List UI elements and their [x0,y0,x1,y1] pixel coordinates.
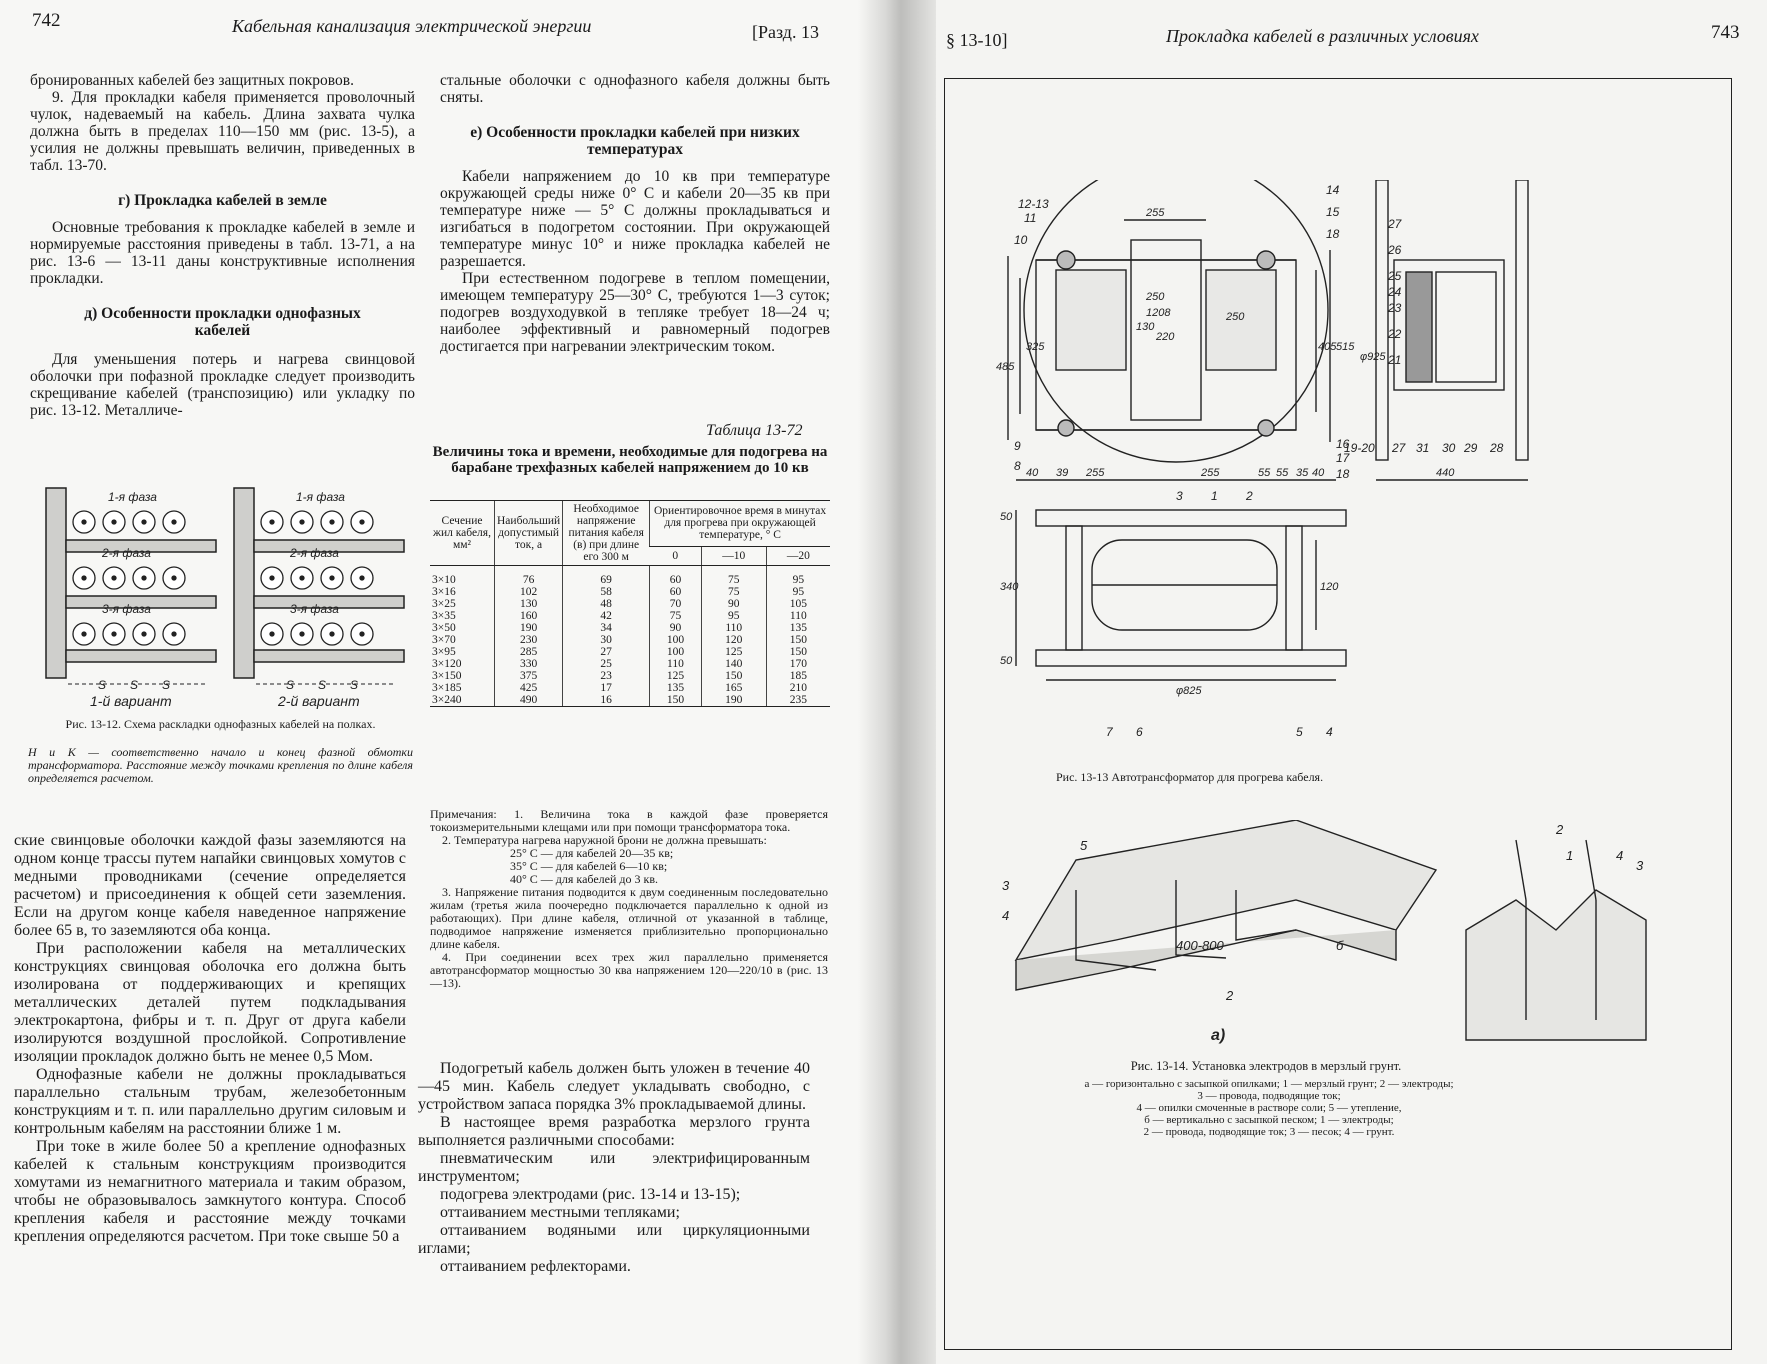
note-line: 40° С — для кабелей до 3 кв. [510,872,659,886]
dimension-label: 250 [1226,311,1245,323]
figure-13-14 [996,820,1716,1050]
section-title: д) Особенности прокладки однофазных кабелей [84,305,361,339]
spacing-label: S [162,678,171,692]
table-title: Величины тока и времени, необходимые для подогрева на барабане трехфазных кабелей напряжением до 10 кв [432,444,828,476]
table-label: Таблица 13-72 [706,422,803,439]
table-cell: 130 [495,598,563,610]
table-row [430,634,830,646]
cable-core [142,520,146,524]
legend-line: 2 — провода, подводящие ток; 3 — песок; 4 — грунт. [1143,1126,1395,1138]
data-table-13-72 [430,500,830,707]
callout-label: 10 [1014,233,1028,247]
table-row [430,694,830,707]
table-row [430,622,830,634]
paragraph: оттаиванием местными тепляками; [440,1204,680,1221]
paragraph: ские свинцовые оболочки каждой фазы заземляются на одном конце трассы путем напайки свинцовых хомутов с медными проводниками (сечение определяется расчетом) и присоединения к общей сети заземления. Если на другом конце кабеля наведенное напряжение более 65 в, то заземляются оба конца. [14,832,406,939]
paragraph: 9. Для прокладки кабеля применяется проволочный чулок, надеваемый на кабель. Длина захвата чулка должна быть в пределах 110—150 мм (рис. 13-5), а усилия не должны превышать величин, приведенных в табл. 13-70. [30,89,415,174]
cable-circles [73,511,373,645]
table-cell: 23 [563,670,650,682]
table-row [430,566,830,587]
table-row [430,598,830,610]
table-row [430,682,830,694]
right-page [936,0,1767,1364]
dimension-label: 255 [1146,207,1165,219]
callout-label: 17 [1336,451,1350,465]
header-section: Сечение жил кабеля, мм² [430,501,495,566]
table-cell: 190 [701,694,766,707]
table-cell: 34 [563,622,650,634]
table-cell: 150 [650,694,702,707]
callout-label: 3 [1002,878,1010,893]
callout-label: 16 [1336,437,1350,451]
table-cell: 3×240 [430,694,495,707]
cable-core [360,520,364,524]
dimension-label: 55 [1276,467,1289,479]
header-current: Наибольший допустимый ток, а [495,501,563,566]
table-row [430,658,830,670]
cable-core [172,520,176,524]
table-cell: 16 [563,694,650,707]
dimension-label: 485 [996,361,1015,373]
table-cell: 69 [563,566,650,587]
callout-label: 19-20 [1344,441,1375,455]
cable-core [300,520,304,524]
table-cell: 3×10 [432,574,456,586]
left-column-2 [440,72,830,355]
phase-label: 1-я фаза [108,490,157,504]
table-notes [430,808,828,990]
callout-label: 14 [1326,183,1340,197]
table-cell: 60 [650,586,702,598]
callout-label: 27 [1388,217,1402,231]
callout-label: 400-800 [1176,938,1224,953]
table-cell: 230 [495,634,563,646]
section-ref-right: § 13-10] [946,30,1008,50]
spacing-label: S [98,678,107,692]
table-cell: 27 [563,646,650,658]
table-row [430,670,830,682]
table-cell: 3×70 [432,634,456,646]
left-column-1-bottom [14,832,406,1246]
phase-label: 2-я фаза [102,546,151,560]
table-cell: 125 [650,670,702,682]
dimension-label: 130 [1136,321,1155,333]
table-body [430,566,830,707]
figure-13-13-caption: Рис. 13-13 Автотрансформатор для прогрева кабеля. [1056,770,1324,784]
table-cell: 3×35 [432,610,456,622]
table-cell: 3×120 [432,658,462,670]
page-number-left: 742 [32,10,61,31]
subfig-label: а) [1211,1027,1226,1044]
dimension-label: φ825 [1176,685,1202,697]
figure-13-12 [38,484,418,710]
table-cell: 140 [701,658,766,670]
table-cell: 375 [495,670,563,682]
table-cell: 58 [563,586,650,598]
table-cell: 285 [495,646,563,658]
callout-label: 12-13 [1018,197,1049,211]
table-cell: 75 [701,586,766,598]
cable-core [142,576,146,580]
dimension-label: 40 [1026,467,1039,479]
dimension-label: φ925 [1360,351,1386,363]
table-cell: 76 [495,566,563,587]
spacing-label: S [318,678,327,692]
table-cell: 110 [701,622,766,634]
table-cell: 160 [495,610,563,622]
legend-line: б — вертикально с засыпкой песком; 1 — электроды; [1144,1114,1394,1126]
paragraph: Однофазные кабели не должны прокладываться параллельно стальным трубам, железобетонным конструкциям и т. п. или параллельно другим силовым и контрольным кабелям на расстоянии ближе 1 м. [14,1066,406,1137]
dimension-label: 50 [1000,655,1013,667]
note-line: Примечания: 1. Величина тока в каждой фазе проверяется токоизмерительными клещами или при помощи трансформатора тока. [430,807,828,834]
note-line: 4. При соединении всех трех жил параллельно применяется автотрансформатор мощностью 30 ква напряжением 120—220/10 в (рис. 13—13). [430,950,828,990]
cable-core [300,632,304,636]
callout-label: 1 [1211,489,1218,503]
table-cell: 75 [701,566,766,587]
dimension-label: 1208 [1146,307,1171,319]
table-cell: 3×25 [432,598,456,610]
callout-label: 11 [1024,211,1037,225]
table-cell: 235 [766,694,830,707]
note-line: 3. Напряжение питания подводится к двум соединенным последовательно жилам (третья жила поочередно подключается параллельно к одной из работающих). При длине кабеля, отличной от указанной в таблице, подводимое напряжение изменяется приблизительно пропорционально длине кабеля. [430,885,828,951]
table-cell: 17 [563,682,650,694]
cable-core [270,576,274,580]
legend-line: 4 — опилки смоченные в растворе соли; 5 — утепление, [1136,1102,1402,1114]
figure-13-14-caption: Рис. 13-14. Установка электродов в мерзлый грунт. [1130,1059,1402,1073]
callout-label: 2 [1246,489,1253,503]
callout-label: 5 [1080,838,1088,853]
table-cell: 135 [650,682,702,694]
table-cell: 3×95 [432,646,456,658]
callout-label: 26 [1388,243,1402,257]
table-cell: 210 [766,682,830,694]
phase-label: 1-я фаза [296,490,345,504]
table-cell: 330 [495,658,563,670]
table-cell: 100 [650,634,702,646]
callout-label: 7 [1106,725,1113,739]
cable-core [142,632,146,636]
cable-core [82,576,86,580]
paragraph: При естественном подогреве в теплом помещении, имеющем температуру 25—30° С, требуются 1—3 суток; подогрев воздуходувкой в тепляке требует 18—24 ч; наиболее эффективный и равномерный подогрев достигается при нагревании электрическим током. [440,270,830,355]
table-cell: 490 [495,694,563,707]
callout-label: 4 [1326,725,1333,739]
table-cell: 102 [495,586,563,598]
table-row [430,610,830,622]
callout-label: 9 [1014,439,1021,453]
table-cell: 70 [650,598,702,610]
table-cell: 170 [766,658,830,670]
table-cell: 100 [650,646,702,658]
cable-core [330,632,334,636]
paragraph: оттаиванием рефлекторами. [440,1258,631,1275]
table-cell: 60 [650,566,702,587]
figure-13-13 [996,180,1696,760]
left-column-1 [30,72,415,419]
paragraph: Подогретый кабель должен быть уложен в течение 40—45 мин. Кабель следует укладывать свободно, с устройством запаса порядка 3% прокладываемой длины. [418,1060,810,1113]
cable-core [360,632,364,636]
header-time: Ориентировочное время в минутах для прогрева при окружающей температуре, ° С [650,501,830,547]
dimension-label: 39 [1056,467,1069,479]
callout-label: 3 [1176,489,1183,503]
callout-label: 15 [1326,205,1340,219]
dimension-label: 220 [1156,331,1175,343]
callout-label: б [1336,938,1344,953]
left-column-2-bottom [418,1060,810,1276]
table-row [430,586,830,598]
phase-label: 3-я фаза [290,602,339,616]
dimension-label: 340 [1000,581,1019,593]
cable-core [112,520,116,524]
table-cell: 150 [766,646,830,658]
table-cell: 48 [563,598,650,610]
variant-label: 1-й вариант [90,693,172,709]
cable-core [360,576,364,580]
figure-13-12-caption-text: Н и К — соответственно начало и конец фазной обмотки трансформатора. Расстояние между точками крепления по длине кабеля определяется расчетом. [28,745,413,785]
dimension-label: 325 [1026,341,1045,353]
spacing-label: S [286,678,295,692]
figure-13-12-caption: Рис. 13-12. Схема раскладки однофазных кабелей на полках. [65,717,376,731]
table-cell: 150 [701,670,766,682]
dimension-label: 55 [1258,467,1271,479]
cable-core [330,576,334,580]
paragraph: Кабели напряжением до 10 кв при температуре окружающей среды ниже 0° С и кабели 20—35 кв при температуре ниже — 5° С должны прокладываться и изгибаться в подогретом состоянии. При окружающей температуре минус 10° и ниже прокладка кабелей не разрешается. [440,168,830,270]
table-cell: 150 [766,634,830,646]
callout-label: 4 [1002,908,1010,923]
dimension-label: 120 [1320,581,1339,593]
table-cell: 42 [563,610,650,622]
callout-label: 8 [1014,459,1021,473]
paragraph: подогрева электродами (рис. 13-14 и 13-15); [440,1186,741,1203]
table-cell: 3×16 [432,586,456,598]
table-cell: 25 [563,658,650,670]
table-cell: 95 [766,566,830,587]
table-cell: 90 [650,622,702,634]
callout-label: 25 [1388,269,1402,283]
paragraph: Основные требования к прокладке кабелей в земле и нормируемые расстояния приведены в табл. 13-71, а на рис. 13-6 — 13-11 даны конструктивные исполнения прокладки. [30,219,415,287]
legend-line: а — горизонтально с засыпкой опилками; 1 — мерзлый грунт; 2 — электроды; 3 — провода, подводящие ток; [1084,1078,1454,1102]
left-page [0,0,872,1364]
callout-label: 6 [1136,725,1143,739]
running-title-left: Кабельная канализация электрической энергии [232,16,592,36]
callout-label: 30 [1442,441,1456,455]
phase-label: 3-я фаза [102,602,151,616]
table-row [430,646,830,658]
callout-label: 28 [1490,441,1504,455]
dimension-label: 250 [1146,291,1165,303]
note-line: 2. Температура нагрева наружной брони не должна превышать: [442,833,767,847]
dimension-label: 405 [1318,341,1337,353]
table-cell: 165 [701,682,766,694]
table-cell: 125 [701,646,766,658]
paragraph: стальные оболочки с однофазного кабеля должны быть сняты. [440,72,830,106]
callout-label: 2 [1556,822,1564,837]
table-cell: 190 [495,622,563,634]
callout-label: 23 [1388,301,1402,315]
paragraph: пневматическим или электрифицированным инструментом; [418,1150,810,1185]
cable-core [330,520,334,524]
section-title: г) Прокладка кабелей в земле [118,192,327,209]
callout-label: 3 [1636,858,1644,873]
callout-label: 1 [1566,848,1574,863]
table-cell: 185 [766,670,830,682]
cable-core [112,632,116,636]
table-cell: 95 [766,586,830,598]
callout-label: 31 [1416,441,1430,455]
callout-label: 18 [1326,227,1340,241]
callout-label: 24 [1388,285,1402,299]
running-title-right: Прокладка кабелей в различных условиях [1166,26,1479,46]
dimension-label: 255 [1086,467,1105,479]
dimension-label: 440 [1436,467,1455,479]
cable-core [300,576,304,580]
cable-core [82,520,86,524]
table-cell: 90 [701,598,766,610]
note-line: 35° С — для кабелей 6—10 кв; [510,859,668,873]
table-cell: 75 [650,610,702,622]
paragraph: Для уменьшения потерь и нагрева свинцовой оболочки при пофазной прокладке следует производить скрещивание кабелей (транспозицию) или укладку по рис. 13-12. Металличе- [30,351,415,419]
table-cell: 110 [766,610,830,622]
table-cell: 95 [701,610,766,622]
table-cell: 3×185 [432,682,462,694]
dimension-label: 515 [1336,341,1355,353]
paragraph: В настоящее время разработка мерзлого грунта выполняется различными способами: [418,1114,810,1149]
dimension-label: 40 [1312,467,1325,479]
table-cell: 425 [495,682,563,694]
table-cell: 110 [650,658,702,670]
dimension-label: 35 [1296,467,1309,479]
paragraph: бронированных кабелей без защитных покровов. [30,72,354,89]
spacing-label: S [350,678,359,692]
callout-label: 5 [1296,725,1303,739]
header-t0: 0 [650,546,702,565]
header-t10: —10 [701,546,766,565]
book-gutter [858,0,936,1364]
paragraph: При токе в жиле более 50 а крепление однофазных кабелей к стальным конструкциям производится хомутами из немагнитного материала и таким образом, чтобы не образовывалось замкнутого контура. Способ крепления кабеля и расстояние между точками крепления определяются расчетом. При токе свыше 50 а [14,1138,406,1245]
callout-label: 21 [1388,353,1402,367]
callout-label: 27 [1392,441,1406,455]
spacing-label: S [130,678,139,692]
variant-label: 2-й вариант [278,693,360,709]
callout-label: 18 [1336,467,1350,481]
table-cell: 105 [766,598,830,610]
section-title: е) Особенности прокладки кабелей при низких температурах [470,124,800,158]
cable-core [270,632,274,636]
dimension-label: 50 [1000,511,1013,523]
table-cell: 135 [766,622,830,634]
table-cell: 30 [563,634,650,646]
section-ref-left: [Разд. 13 [752,22,819,42]
page-number-right: 743 [1711,22,1740,43]
callout-label: 22 [1388,327,1402,341]
callout-label: 29 [1464,441,1478,455]
header-t20: —20 [766,546,830,565]
cable-core [112,576,116,580]
paragraph: оттаиванием водяными или циркуляционными иглами; [418,1222,810,1257]
cable-core [172,576,176,580]
cable-core [270,520,274,524]
phase-label: 2-я фаза [290,546,339,560]
table-cell: 3×50 [432,622,456,634]
table-cell: 3×150 [432,670,462,682]
dimension-label: 255 [1201,467,1220,479]
note-line: 25° С — для кабелей 20—35 кв; [510,846,674,860]
cable-core [172,632,176,636]
header-voltage: Необходимое напряжение питания кабеля (в) при длине его 300 м [563,501,650,566]
callout-label: 2 [1226,988,1234,1003]
paragraph: При расположении кабеля на металлических конструкциях свинцовая оболочка его должна быть изолирована от поддерживающих и крепящих металлических деталей путем подкладывания электрокартона, фибры и т. п. Друг от друга кабели изолируются воздушной прослойкой. Сопротивление изоляции прокладок должно быть не менее 0,5 Мом. [14,940,406,1065]
figure-13-14-legend [1084,1078,1454,1138]
table-cell: 120 [701,634,766,646]
cable-core [82,632,86,636]
callout-label: 4 [1616,848,1624,863]
